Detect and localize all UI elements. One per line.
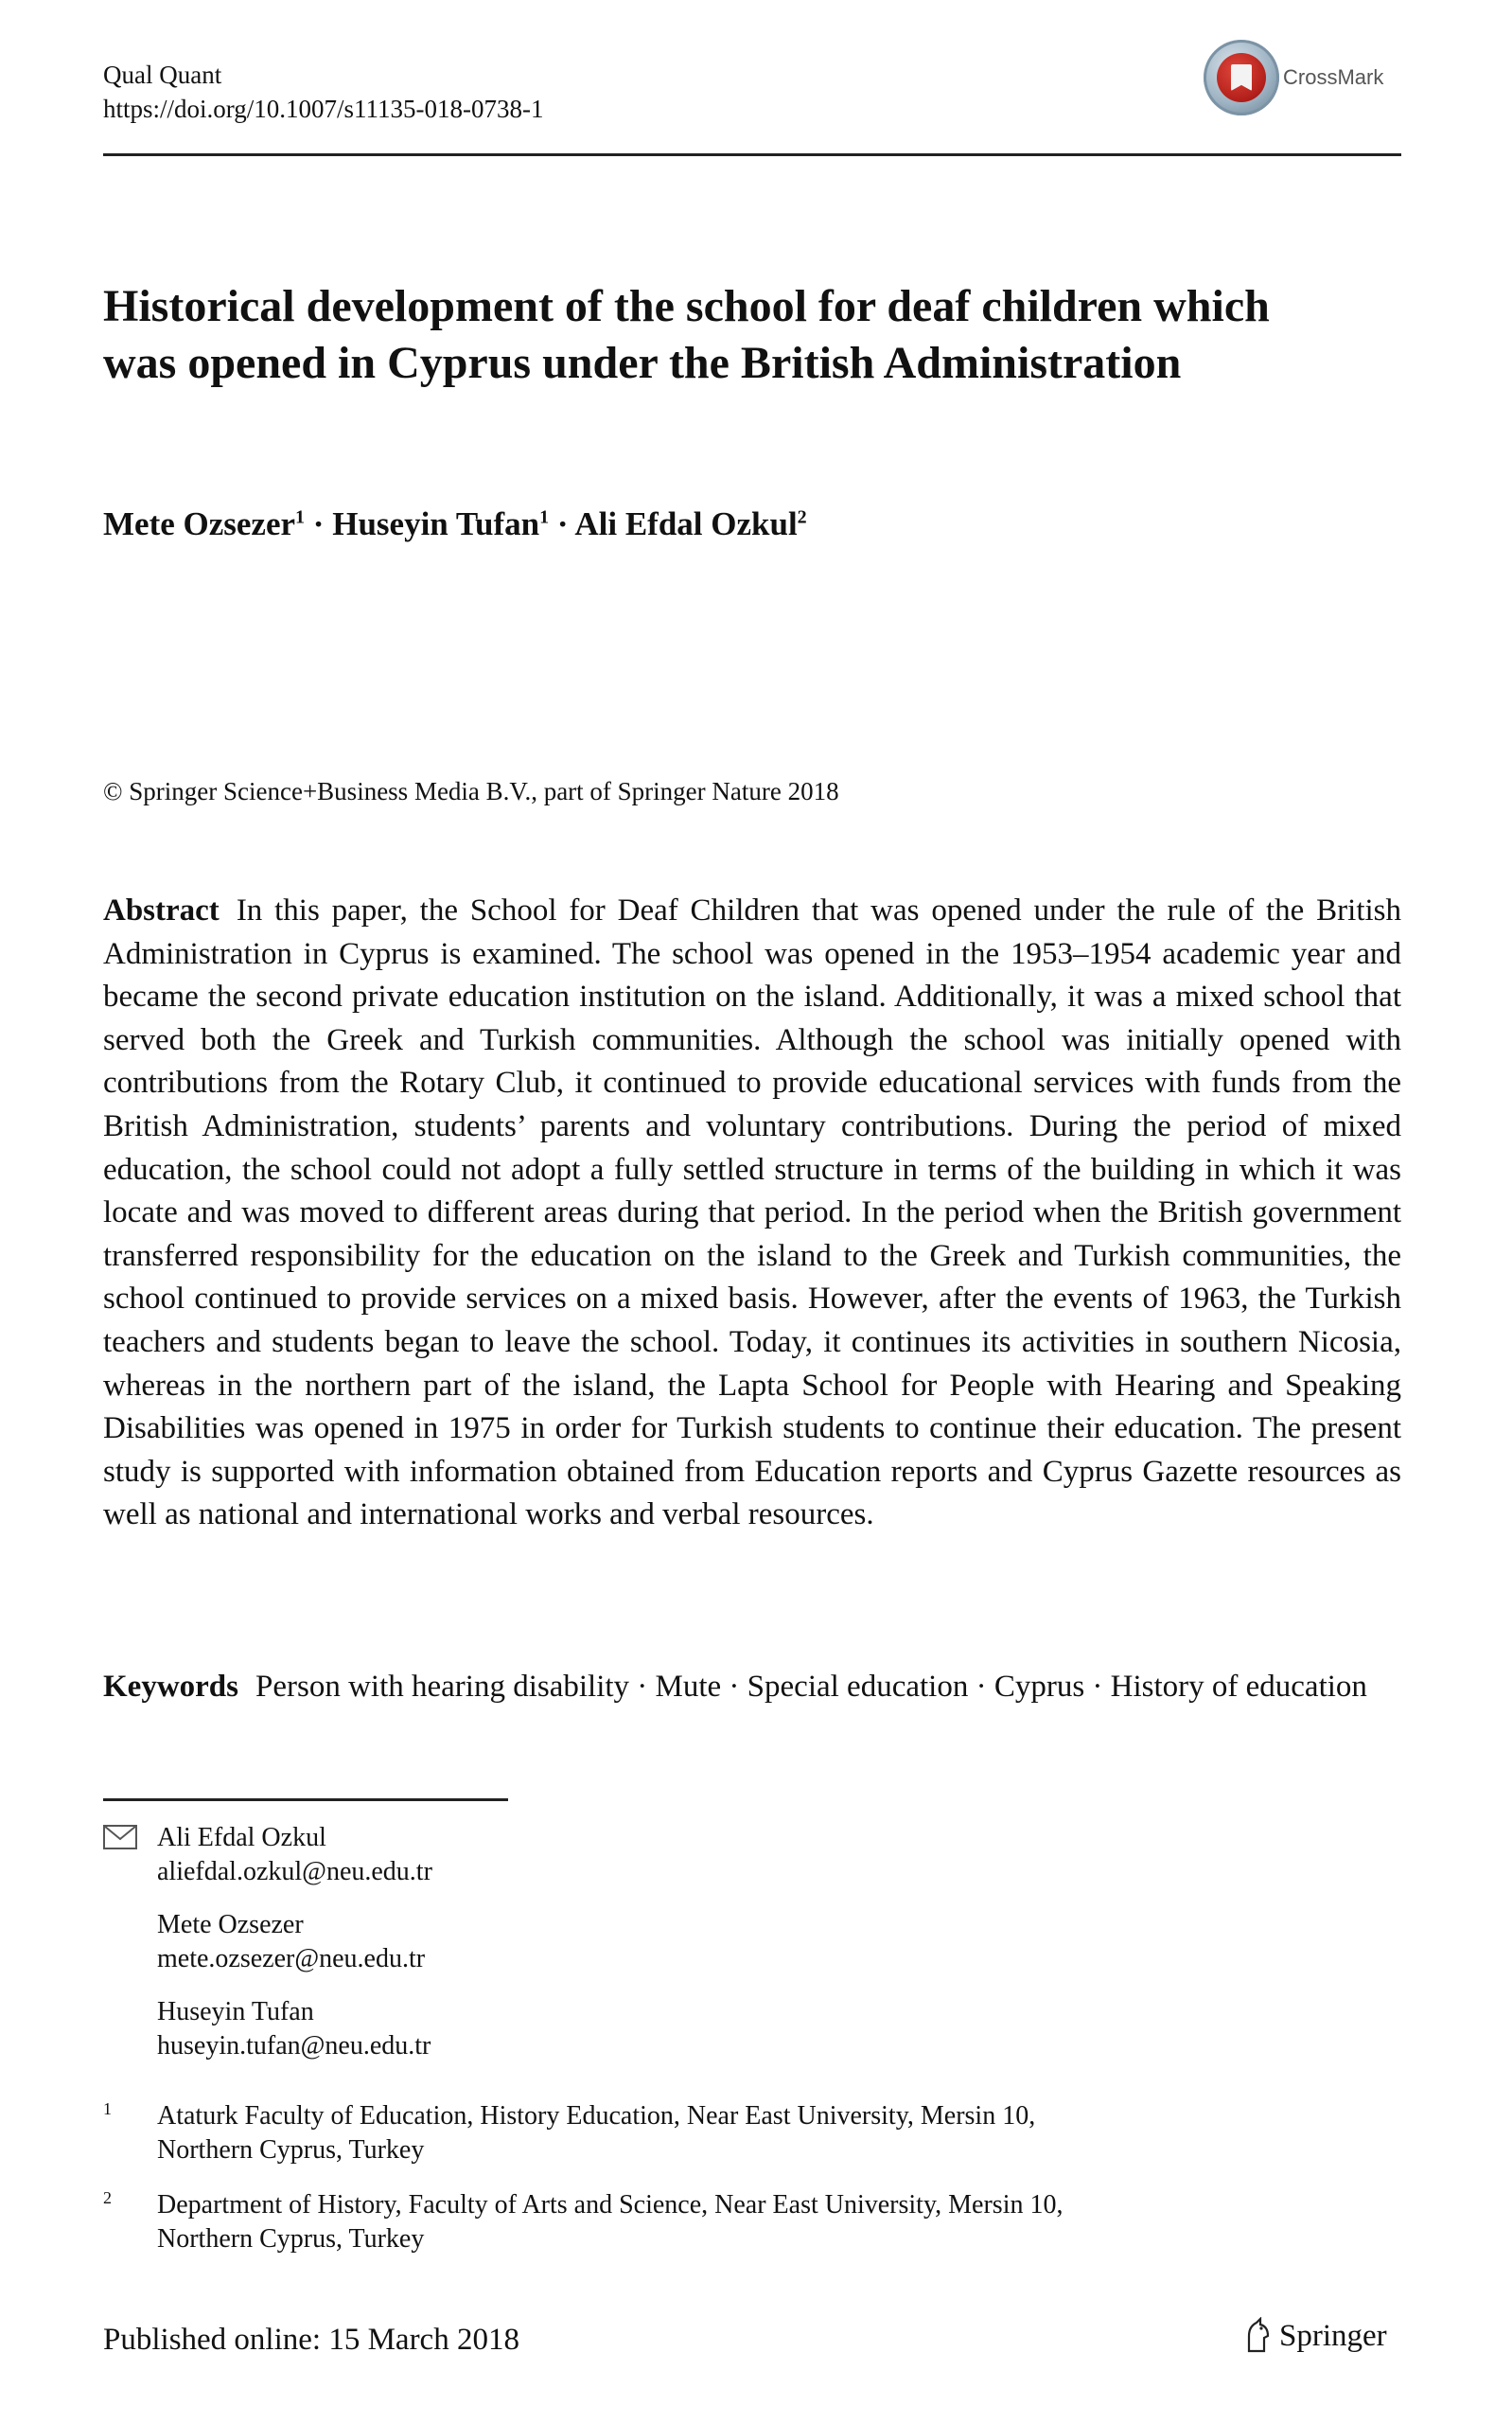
contact-email[interactable]: aliefdal.ozkul@neu.edu.tr: [157, 1857, 432, 1886]
doi-link[interactable]: https://doi.org/10.1007/s11135-018-0738-1: [103, 95, 544, 123]
paper-title: Historical development of the school for deaf children which was opened in Cyprus under the British Administration: [103, 281, 1270, 388]
crossmark-badge[interactable]: [1204, 40, 1383, 115]
journal-name: Qual Quant: [103, 61, 222, 89]
affiliation-line: Northern Cyprus, Turkey: [157, 2224, 425, 2254]
keywords-heading: Keywords: [103, 1670, 238, 1704]
abstract-text: In this paper, the School for Deaf Children that was opened under the rule of the British Administration in Cyprus is examined. The school was opened in the 1953–1954 academic year and became the second private education institution on the island. Additionally, it was a mixed school that served both the Greek and Turkish communities. Although the school was initially opened with contributions from the Rotary Club, it continued to provide educational services with funds from the British Administration, students’ parents and voluntary contributions. During the period of mixed education, the school could not adopt a fully settled structure in terms of the building in which it was locate and was moved to different areas during that period. In the period when the British government transferred responsibility for the education on the island to the Greek and Turkish communities, the school continued to provide services on a mixed basis. However, after the events of 1963, the Turkish teachers and students began to leave the school. Today, it continues its activities in southern Nicosia, whereas in the northern part of the island, the Lapta School for People with Hearing and Speaking Disabilities was opened in 1975 in order for Turkish students to continue their education. The present study is supported with information obtained from Education reports and Cyprus Gazette resources as well as national and international works and verbal resources.: [103, 893, 1401, 1532]
springer-horse-icon: [1243, 2317, 1272, 2355]
crossmark-icon: [1204, 40, 1279, 115]
affiliation-line: Ataturk Faculty of Education, History Education, Near East University, Mersin 10,: [157, 2101, 1036, 2131]
author-affiliation-mark: 1: [539, 506, 550, 528]
affiliation-line: Northern Cyprus, Turkey: [157, 2135, 425, 2165]
envelope-icon: [103, 1825, 137, 1849]
copyright-notice: © Springer Science+Business Media B.V., part of Springer Nature 2018: [103, 777, 839, 805]
contact-email[interactable]: mete.ozsezer@neu.edu.tr: [157, 1944, 426, 1973]
header-divider: [103, 153, 1401, 156]
contact-name: Huseyin Tufan: [157, 1997, 314, 2026]
author-affiliation-mark: 1: [295, 506, 306, 528]
abstract-heading: Abstract: [103, 893, 220, 928]
author-separator: ·: [305, 505, 333, 542]
author-affiliation-mark: 2: [797, 506, 807, 528]
author-list: [103, 504, 807, 545]
author-separator: ·: [549, 505, 575, 542]
footnote-divider: [103, 1798, 508, 1801]
publisher-name: Springer: [1279, 2318, 1387, 2353]
author-name[interactable]: Huseyin Tufan: [332, 505, 540, 542]
author-name[interactable]: Ali Efdal Ozkul: [574, 505, 798, 542]
abstract-section: [103, 890, 1401, 1537]
affiliation-number: 2: [103, 2188, 112, 2207]
affiliation-number: 1: [103, 2099, 112, 2118]
crossmark-label: CrossMark: [1283, 65, 1384, 89]
publisher-logo[interactable]: [1243, 2317, 1387, 2355]
contact-name: Mete Ozsezer: [157, 1910, 304, 1939]
published-date: Published online: 15 March 2018: [103, 2323, 519, 2357]
author-name[interactable]: Mete Ozsezer: [103, 505, 296, 542]
keywords-text: Person with hearing disability · Mute · Special education · Cyprus · History of education: [255, 1670, 1367, 1704]
keywords-section: [103, 1666, 1401, 1708]
contact-email[interactable]: huseyin.tufan@neu.edu.tr: [157, 2031, 431, 2060]
contact-name: Ali Efdal Ozkul: [157, 1823, 326, 1852]
affiliation-line: Department of History, Faculty of Arts and Science, Near East University, Mersin 10,: [157, 2190, 1064, 2220]
